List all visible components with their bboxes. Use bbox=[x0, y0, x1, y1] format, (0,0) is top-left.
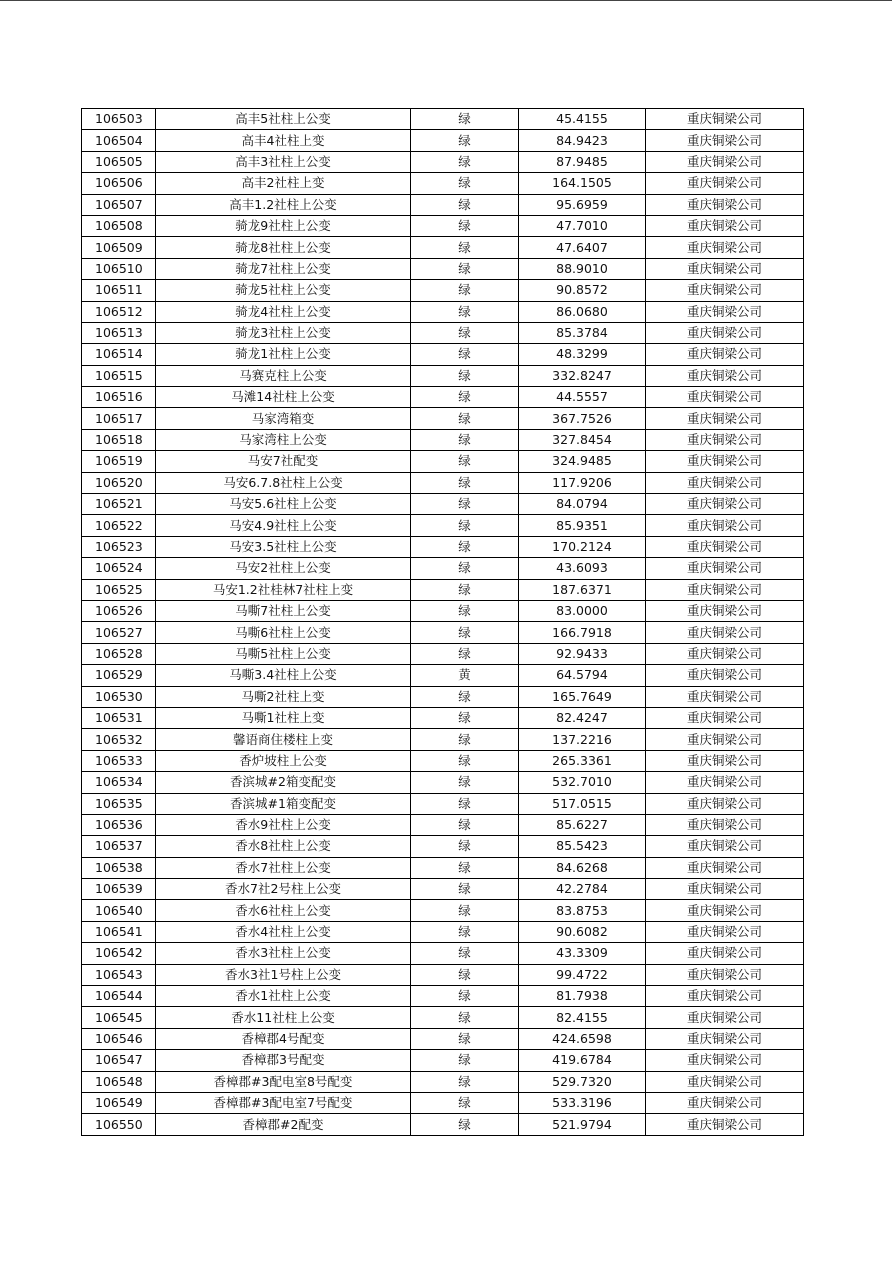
id-cell: 106533 bbox=[82, 750, 156, 771]
status-cell: 绿 bbox=[411, 408, 519, 429]
value-cell: 332.8247 bbox=[519, 365, 646, 386]
value-cell: 165.7649 bbox=[519, 686, 646, 707]
value-cell: 42.2784 bbox=[519, 879, 646, 900]
value-cell: 47.7010 bbox=[519, 215, 646, 236]
name-cell: 馨语商住楼柱上变 bbox=[156, 729, 411, 750]
status-cell: 绿 bbox=[411, 387, 519, 408]
table-row bbox=[82, 1007, 804, 1028]
id-cell: 106509 bbox=[82, 237, 156, 258]
company-cell: 重庆铜梁公司 bbox=[646, 1007, 804, 1028]
status-cell: 绿 bbox=[411, 344, 519, 365]
id-cell: 106539 bbox=[82, 879, 156, 900]
table-row bbox=[82, 986, 804, 1007]
status-cell: 绿 bbox=[411, 322, 519, 343]
table-row bbox=[82, 921, 804, 942]
value-cell: 47.6407 bbox=[519, 237, 646, 258]
company-cell: 重庆铜梁公司 bbox=[646, 686, 804, 707]
name-cell: 马安4.9社柱上公变 bbox=[156, 515, 411, 536]
table-row bbox=[82, 665, 804, 686]
company-cell: 重庆铜梁公司 bbox=[646, 921, 804, 942]
table-row bbox=[82, 365, 804, 386]
table-row bbox=[82, 322, 804, 343]
status-cell: 绿 bbox=[411, 429, 519, 450]
status-cell: 绿 bbox=[411, 921, 519, 942]
value-cell: 84.9423 bbox=[519, 130, 646, 151]
transformer-table bbox=[81, 108, 804, 1136]
id-cell: 106538 bbox=[82, 857, 156, 878]
name-cell: 马安1.2社桂林7社柱上变 bbox=[156, 579, 411, 600]
value-cell: 265.3361 bbox=[519, 750, 646, 771]
table-row bbox=[82, 194, 804, 215]
status-cell: 绿 bbox=[411, 900, 519, 921]
id-cell: 106505 bbox=[82, 151, 156, 172]
company-cell: 重庆铜梁公司 bbox=[646, 1114, 804, 1135]
name-cell: 香樟郡4号配变 bbox=[156, 1028, 411, 1049]
value-cell: 95.6959 bbox=[519, 194, 646, 215]
table-row bbox=[82, 451, 804, 472]
value-cell: 44.5557 bbox=[519, 387, 646, 408]
company-cell: 重庆铜梁公司 bbox=[646, 772, 804, 793]
value-cell: 92.9433 bbox=[519, 643, 646, 664]
company-cell: 重庆铜梁公司 bbox=[646, 1071, 804, 1092]
status-cell: 绿 bbox=[411, 857, 519, 878]
status-cell: 绿 bbox=[411, 173, 519, 194]
id-cell: 106518 bbox=[82, 429, 156, 450]
id-cell: 106549 bbox=[82, 1092, 156, 1113]
company-cell: 重庆铜梁公司 bbox=[646, 387, 804, 408]
status-cell: 绿 bbox=[411, 1007, 519, 1028]
value-cell: 170.2124 bbox=[519, 536, 646, 557]
id-cell: 106522 bbox=[82, 515, 156, 536]
company-cell: 重庆铜梁公司 bbox=[646, 215, 804, 236]
value-cell: 424.6598 bbox=[519, 1028, 646, 1049]
table-row bbox=[82, 173, 804, 194]
status-cell: 绿 bbox=[411, 964, 519, 985]
value-cell: 84.6268 bbox=[519, 857, 646, 878]
status-cell: 绿 bbox=[411, 643, 519, 664]
value-cell: 86.0680 bbox=[519, 301, 646, 322]
id-cell: 106525 bbox=[82, 579, 156, 600]
company-cell: 重庆铜梁公司 bbox=[646, 472, 804, 493]
value-cell: 85.6227 bbox=[519, 814, 646, 835]
value-cell: 419.6784 bbox=[519, 1050, 646, 1071]
company-cell: 重庆铜梁公司 bbox=[646, 900, 804, 921]
value-cell: 137.2216 bbox=[519, 729, 646, 750]
name-cell: 马安6.7.8社柱上公变 bbox=[156, 472, 411, 493]
id-cell: 106516 bbox=[82, 387, 156, 408]
name-cell: 马赛克柱上公变 bbox=[156, 365, 411, 386]
id-cell: 106534 bbox=[82, 772, 156, 793]
table-row bbox=[82, 1028, 804, 1049]
value-cell: 82.4155 bbox=[519, 1007, 646, 1028]
status-cell: 绿 bbox=[411, 258, 519, 279]
name-cell: 高丰3社柱上公变 bbox=[156, 151, 411, 172]
status-cell: 绿 bbox=[411, 1071, 519, 1092]
name-cell: 马嘶7社柱上公变 bbox=[156, 600, 411, 621]
name-cell: 香水1社柱上公变 bbox=[156, 986, 411, 1007]
status-cell: 绿 bbox=[411, 1050, 519, 1071]
company-cell: 重庆铜梁公司 bbox=[646, 109, 804, 130]
table-row bbox=[82, 600, 804, 621]
id-cell: 106527 bbox=[82, 622, 156, 643]
value-cell: 517.0515 bbox=[519, 793, 646, 814]
company-cell: 重庆铜梁公司 bbox=[646, 857, 804, 878]
value-cell: 82.4247 bbox=[519, 707, 646, 728]
value-cell: 45.4155 bbox=[519, 109, 646, 130]
table-row bbox=[82, 387, 804, 408]
status-cell: 绿 bbox=[411, 1114, 519, 1135]
name-cell: 香水11社柱上公变 bbox=[156, 1007, 411, 1028]
status-cell: 绿 bbox=[411, 1028, 519, 1049]
company-cell: 重庆铜梁公司 bbox=[646, 1092, 804, 1113]
company-cell: 重庆铜梁公司 bbox=[646, 964, 804, 985]
name-cell: 香水7社柱上公变 bbox=[156, 857, 411, 878]
name-cell: 香水4社柱上公变 bbox=[156, 921, 411, 942]
value-cell: 117.9206 bbox=[519, 472, 646, 493]
status-cell: 绿 bbox=[411, 707, 519, 728]
company-cell: 重庆铜梁公司 bbox=[646, 1028, 804, 1049]
name-cell: 香水6社柱上公变 bbox=[156, 900, 411, 921]
table-row bbox=[82, 579, 804, 600]
id-cell: 106507 bbox=[82, 194, 156, 215]
table-row bbox=[82, 408, 804, 429]
table-row bbox=[82, 686, 804, 707]
value-cell: 521.9794 bbox=[519, 1114, 646, 1135]
value-cell: 43.3309 bbox=[519, 943, 646, 964]
table-row bbox=[82, 707, 804, 728]
status-cell: 绿 bbox=[411, 579, 519, 600]
table-row bbox=[82, 536, 804, 557]
name-cell: 香水3社柱上公变 bbox=[156, 943, 411, 964]
table-row bbox=[82, 130, 804, 151]
status-cell: 绿 bbox=[411, 365, 519, 386]
id-cell: 106540 bbox=[82, 900, 156, 921]
name-cell: 骑龙7社柱上公变 bbox=[156, 258, 411, 279]
table-row bbox=[82, 558, 804, 579]
value-cell: 83.8753 bbox=[519, 900, 646, 921]
company-cell: 重庆铜梁公司 bbox=[646, 494, 804, 515]
id-cell: 106542 bbox=[82, 943, 156, 964]
name-cell: 香滨城#1箱变配变 bbox=[156, 793, 411, 814]
status-cell: 绿 bbox=[411, 151, 519, 172]
table-row bbox=[82, 879, 804, 900]
table-row bbox=[82, 750, 804, 771]
company-cell: 重庆铜梁公司 bbox=[646, 258, 804, 279]
table-row bbox=[82, 772, 804, 793]
id-cell: 106514 bbox=[82, 344, 156, 365]
name-cell: 高丰4社柱上变 bbox=[156, 130, 411, 151]
id-cell: 106541 bbox=[82, 921, 156, 942]
id-cell: 106521 bbox=[82, 494, 156, 515]
value-cell: 90.8572 bbox=[519, 280, 646, 301]
name-cell: 高丰2社柱上变 bbox=[156, 173, 411, 194]
company-cell: 重庆铜梁公司 bbox=[646, 451, 804, 472]
status-cell: 绿 bbox=[411, 1092, 519, 1113]
id-cell: 106524 bbox=[82, 558, 156, 579]
company-cell: 重庆铜梁公司 bbox=[646, 836, 804, 857]
value-cell: 367.7526 bbox=[519, 408, 646, 429]
table-row bbox=[82, 280, 804, 301]
company-cell: 重庆铜梁公司 bbox=[646, 579, 804, 600]
table-row bbox=[82, 836, 804, 857]
table-row bbox=[82, 215, 804, 236]
status-cell: 绿 bbox=[411, 472, 519, 493]
table-row bbox=[82, 729, 804, 750]
table-body bbox=[82, 109, 804, 1136]
id-cell: 106532 bbox=[82, 729, 156, 750]
table-row bbox=[82, 1114, 804, 1135]
company-cell: 重庆铜梁公司 bbox=[646, 408, 804, 429]
company-cell: 重庆铜梁公司 bbox=[646, 643, 804, 664]
name-cell: 香水9社柱上公变 bbox=[156, 814, 411, 835]
company-cell: 重庆铜梁公司 bbox=[646, 793, 804, 814]
company-cell: 重庆铜梁公司 bbox=[646, 173, 804, 194]
value-cell: 166.7918 bbox=[519, 622, 646, 643]
status-cell: 绿 bbox=[411, 494, 519, 515]
company-cell: 重庆铜梁公司 bbox=[646, 1050, 804, 1071]
status-cell: 绿 bbox=[411, 600, 519, 621]
id-cell: 106523 bbox=[82, 536, 156, 557]
value-cell: 532.7010 bbox=[519, 772, 646, 793]
name-cell: 马滩14社柱上公变 bbox=[156, 387, 411, 408]
id-cell: 106515 bbox=[82, 365, 156, 386]
name-cell: 香樟郡#3配电室7号配变 bbox=[156, 1092, 411, 1113]
status-cell: 绿 bbox=[411, 814, 519, 835]
company-cell: 重庆铜梁公司 bbox=[646, 986, 804, 1007]
name-cell: 骑龙1社柱上公变 bbox=[156, 344, 411, 365]
table-row bbox=[82, 258, 804, 279]
name-cell: 香水3社1号柱上公变 bbox=[156, 964, 411, 985]
value-cell: 533.3196 bbox=[519, 1092, 646, 1113]
status-cell: 绿 bbox=[411, 237, 519, 258]
value-cell: 81.7938 bbox=[519, 986, 646, 1007]
id-cell: 106513 bbox=[82, 322, 156, 343]
table-row bbox=[82, 515, 804, 536]
name-cell: 骑龙9社柱上公变 bbox=[156, 215, 411, 236]
name-cell: 马家湾箱变 bbox=[156, 408, 411, 429]
id-cell: 106548 bbox=[82, 1071, 156, 1092]
value-cell: 85.9351 bbox=[519, 515, 646, 536]
name-cell: 高丰5社柱上公变 bbox=[156, 109, 411, 130]
id-cell: 106535 bbox=[82, 793, 156, 814]
value-cell: 85.3784 bbox=[519, 322, 646, 343]
name-cell: 马嘶6社柱上公变 bbox=[156, 622, 411, 643]
id-cell: 106530 bbox=[82, 686, 156, 707]
status-cell: 绿 bbox=[411, 986, 519, 1007]
name-cell: 高丰1.2社柱上公变 bbox=[156, 194, 411, 215]
name-cell: 香水7社2号柱上公变 bbox=[156, 879, 411, 900]
table-row bbox=[82, 857, 804, 878]
id-cell: 106550 bbox=[82, 1114, 156, 1135]
value-cell: 84.0794 bbox=[519, 494, 646, 515]
status-cell: 绿 bbox=[411, 686, 519, 707]
id-cell: 106519 bbox=[82, 451, 156, 472]
status-cell: 绿 bbox=[411, 109, 519, 130]
id-cell: 106504 bbox=[82, 130, 156, 151]
id-cell: 106543 bbox=[82, 964, 156, 985]
id-cell: 106545 bbox=[82, 1007, 156, 1028]
page-top-border bbox=[0, 0, 892, 1]
value-cell: 99.4722 bbox=[519, 964, 646, 985]
status-cell: 绿 bbox=[411, 215, 519, 236]
name-cell: 马嘶2社柱上变 bbox=[156, 686, 411, 707]
status-cell: 绿 bbox=[411, 280, 519, 301]
table-row bbox=[82, 900, 804, 921]
value-cell: 87.9485 bbox=[519, 151, 646, 172]
name-cell: 香樟郡#2配变 bbox=[156, 1114, 411, 1135]
table-row bbox=[82, 494, 804, 515]
value-cell: 529.7320 bbox=[519, 1071, 646, 1092]
company-cell: 重庆铜梁公司 bbox=[646, 558, 804, 579]
status-cell: 绿 bbox=[411, 772, 519, 793]
value-cell: 64.5794 bbox=[519, 665, 646, 686]
name-cell: 马安3.5社柱上公变 bbox=[156, 536, 411, 557]
name-cell: 马嘶5社柱上公变 bbox=[156, 643, 411, 664]
company-cell: 重庆铜梁公司 bbox=[646, 237, 804, 258]
id-cell: 106526 bbox=[82, 600, 156, 621]
name-cell: 香水8社柱上公变 bbox=[156, 836, 411, 857]
company-cell: 重庆铜梁公司 bbox=[646, 365, 804, 386]
table-row bbox=[82, 943, 804, 964]
table-row bbox=[82, 301, 804, 322]
company-cell: 重庆铜梁公司 bbox=[646, 879, 804, 900]
status-cell: 绿 bbox=[411, 943, 519, 964]
id-cell: 106546 bbox=[82, 1028, 156, 1049]
value-cell: 88.9010 bbox=[519, 258, 646, 279]
value-cell: 327.8454 bbox=[519, 429, 646, 450]
id-cell: 106544 bbox=[82, 986, 156, 1007]
id-cell: 106520 bbox=[82, 472, 156, 493]
name-cell: 马安2社柱上公变 bbox=[156, 558, 411, 579]
value-cell: 83.0000 bbox=[519, 600, 646, 621]
company-cell: 重庆铜梁公司 bbox=[646, 665, 804, 686]
table-row bbox=[82, 1071, 804, 1092]
table-row bbox=[82, 1050, 804, 1071]
id-cell: 106503 bbox=[82, 109, 156, 130]
name-cell: 骑龙3社柱上公变 bbox=[156, 322, 411, 343]
company-cell: 重庆铜梁公司 bbox=[646, 280, 804, 301]
company-cell: 重庆铜梁公司 bbox=[646, 130, 804, 151]
table-row bbox=[82, 643, 804, 664]
table-row bbox=[82, 237, 804, 258]
company-cell: 重庆铜梁公司 bbox=[646, 943, 804, 964]
id-cell: 106536 bbox=[82, 814, 156, 835]
name-cell: 马嘶3.4社柱上公变 bbox=[156, 665, 411, 686]
name-cell: 香滨城#2箱变配变 bbox=[156, 772, 411, 793]
table-row bbox=[82, 964, 804, 985]
value-cell: 164.1505 bbox=[519, 173, 646, 194]
id-cell: 106510 bbox=[82, 258, 156, 279]
company-cell: 重庆铜梁公司 bbox=[646, 322, 804, 343]
table-row bbox=[82, 344, 804, 365]
company-cell: 重庆铜梁公司 bbox=[646, 344, 804, 365]
status-cell: 黄 bbox=[411, 665, 519, 686]
company-cell: 重庆铜梁公司 bbox=[646, 194, 804, 215]
company-cell: 重庆铜梁公司 bbox=[646, 729, 804, 750]
status-cell: 绿 bbox=[411, 558, 519, 579]
id-cell: 106531 bbox=[82, 707, 156, 728]
name-cell: 骑龙4社柱上公变 bbox=[156, 301, 411, 322]
status-cell: 绿 bbox=[411, 515, 519, 536]
status-cell: 绿 bbox=[411, 836, 519, 857]
status-cell: 绿 bbox=[411, 879, 519, 900]
company-cell: 重庆铜梁公司 bbox=[646, 600, 804, 621]
table-row bbox=[82, 1092, 804, 1113]
id-cell: 106529 bbox=[82, 665, 156, 686]
name-cell: 香炉坡柱上公变 bbox=[156, 750, 411, 771]
status-cell: 绿 bbox=[411, 750, 519, 771]
id-cell: 106511 bbox=[82, 280, 156, 301]
name-cell: 骑龙8社柱上公变 bbox=[156, 237, 411, 258]
table-row bbox=[82, 793, 804, 814]
table-row bbox=[82, 151, 804, 172]
table-row bbox=[82, 109, 804, 130]
value-cell: 187.6371 bbox=[519, 579, 646, 600]
id-cell: 106547 bbox=[82, 1050, 156, 1071]
id-cell: 106506 bbox=[82, 173, 156, 194]
company-cell: 重庆铜梁公司 bbox=[646, 536, 804, 557]
id-cell: 106537 bbox=[82, 836, 156, 857]
value-cell: 85.5423 bbox=[519, 836, 646, 857]
id-cell: 106512 bbox=[82, 301, 156, 322]
status-cell: 绿 bbox=[411, 793, 519, 814]
company-cell: 重庆铜梁公司 bbox=[646, 151, 804, 172]
status-cell: 绿 bbox=[411, 729, 519, 750]
name-cell: 香樟郡3号配变 bbox=[156, 1050, 411, 1071]
status-cell: 绿 bbox=[411, 194, 519, 215]
name-cell: 马安5.6社柱上公变 bbox=[156, 494, 411, 515]
company-cell: 重庆铜梁公司 bbox=[646, 429, 804, 450]
name-cell: 马安7社配变 bbox=[156, 451, 411, 472]
table-row bbox=[82, 814, 804, 835]
company-cell: 重庆铜梁公司 bbox=[646, 814, 804, 835]
status-cell: 绿 bbox=[411, 622, 519, 643]
company-cell: 重庆铜梁公司 bbox=[646, 707, 804, 728]
company-cell: 重庆铜梁公司 bbox=[646, 515, 804, 536]
name-cell: 骑龙5社柱上公变 bbox=[156, 280, 411, 301]
table-row bbox=[82, 472, 804, 493]
company-cell: 重庆铜梁公司 bbox=[646, 622, 804, 643]
table-row bbox=[82, 622, 804, 643]
company-cell: 重庆铜梁公司 bbox=[646, 301, 804, 322]
status-cell: 绿 bbox=[411, 301, 519, 322]
value-cell: 48.3299 bbox=[519, 344, 646, 365]
status-cell: 绿 bbox=[411, 130, 519, 151]
id-cell: 106517 bbox=[82, 408, 156, 429]
name-cell: 香樟郡#3配电室8号配变 bbox=[156, 1071, 411, 1092]
value-cell: 324.9485 bbox=[519, 451, 646, 472]
value-cell: 90.6082 bbox=[519, 921, 646, 942]
company-cell: 重庆铜梁公司 bbox=[646, 750, 804, 771]
table-row bbox=[82, 429, 804, 450]
name-cell: 马嘶1社柱上变 bbox=[156, 707, 411, 728]
status-cell: 绿 bbox=[411, 536, 519, 557]
value-cell: 43.6093 bbox=[519, 558, 646, 579]
id-cell: 106528 bbox=[82, 643, 156, 664]
id-cell: 106508 bbox=[82, 215, 156, 236]
name-cell: 马家湾柱上公变 bbox=[156, 429, 411, 450]
status-cell: 绿 bbox=[411, 451, 519, 472]
